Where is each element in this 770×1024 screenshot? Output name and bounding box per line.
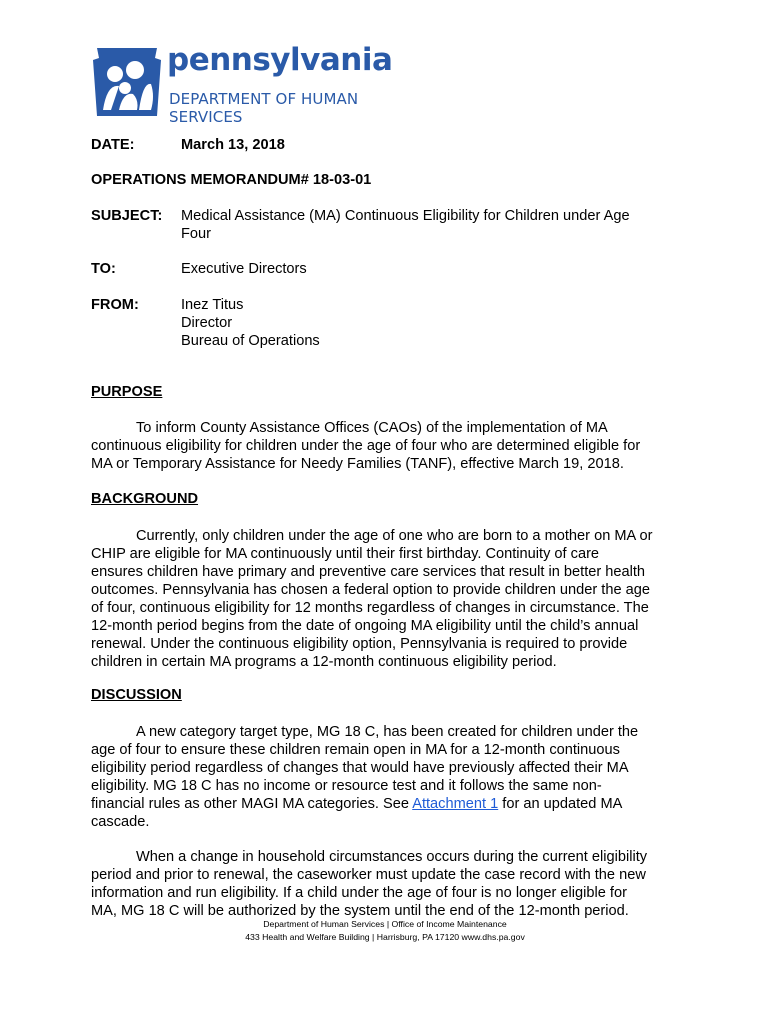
discussion-paragraph [91,723,681,831]
to-value: Executive Directors [181,261,307,277]
discussion2-line: information and run eligibility. If a child under the age of four is no longer eligible for [91,885,627,901]
from-name: Inez Titus [181,297,244,313]
discussion-line: eligibility. MG 18 C has no income or resource test and it follows the same non- [91,778,602,794]
from-title: Director [181,315,233,331]
to-label: TO: [91,261,116,277]
discussion2-line: period and prior to renewal, the caseworker must update the case record with the new [91,867,646,883]
background-line: outcomes. Pennsylvania has chosen a federal option to provide children under the age [91,582,650,598]
discussion-paragraph-2 [91,848,681,920]
footer-line-2: 433 Health and Welfare Building | Harrisburg, PA 17120 www.dhs.pa.gov [245,932,525,942]
memo-number: OPERATIONS MEMORANDUM# 18-03-01 [91,172,372,188]
subject-label: SUBJECT: [91,208,163,224]
discussion-heading: DISCUSSION [91,687,182,703]
discussion2-line: When a change in household circumstances occurs during the current eligibility [136,849,648,865]
background-line: children in certain MA programs a 12-month continuous eligibility period. [91,654,557,670]
date-label: DATE: [91,137,135,153]
discussion-line-with-link [91,795,681,813]
subject-line-2: Four [181,226,212,242]
subject-line-1: Medical Assistance (MA) Continuous Eligibility for Children under Age [181,208,630,224]
background-line: ensures children have primary and preventive care services that result in better health [91,564,646,580]
attachment-1-link[interactable]: Attachment 1 [412,796,499,812]
background-line: renewal. Under the continuous eligibility option, Pennsylvania is required to provide [91,636,628,652]
discussion-text: financial rules as other MAGI MA categories. See [91,796,413,812]
purpose-heading: PURPOSE [91,384,163,400]
background-paragraph [91,527,681,671]
background-line: of four, continuous eligibility for 12 months regardless of changes in circumstance. The [91,600,649,616]
footer-line-1: Department of Human Services | Office of Income Maintenance [263,919,507,929]
discussion-line: cascade. [91,814,150,830]
purpose-line: MA or Temporary Assistance for Needy Families (TANF), effective March 19, 2018. [91,456,624,472]
background-line: 12-month period begins from the date of ongoing MA eligibility until the child’s annual [91,618,639,634]
discussion-line: A new category target type, MG 18 C, has been created for children under the [136,724,639,740]
background-line: CHIP are eligible for MA continuously until their first birthday. Continuity of care [91,546,600,562]
background-heading: BACKGROUND [91,491,199,507]
purpose-paragraph [91,419,681,473]
purpose-line: To inform County Assistance Offices (CAOs) of the implementation of MA [136,420,608,436]
discussion2-line: MA, MG 18 C will be authorized by the system until the end of the 12-month period. [91,903,629,919]
date-value: March 13, 2018 [181,137,285,153]
discussion-line: age of four to ensure these children remain open in MA for a 12-month continuous [91,742,620,758]
logo-department-name: DEPARTMENT OF HUMAN SERVICES [169,90,359,126]
dhs-logo [89,42,429,126]
logo-state-name: pennsylvania [167,42,393,78]
keystone-family-icon [89,44,165,120]
discussion-line: eligibility period regardless of changes that would have previously affected their MA [91,760,629,776]
discussion-text: for an updated MA [498,796,623,812]
from-bureau: Bureau of Operations [181,333,320,349]
from-label: FROM: [91,297,139,313]
purpose-line: continuous eligibility for children under the age of four who are determined eligible for [91,438,641,454]
background-line: Currently, only children under the age of one who are born to a mother on MA or [136,528,653,544]
